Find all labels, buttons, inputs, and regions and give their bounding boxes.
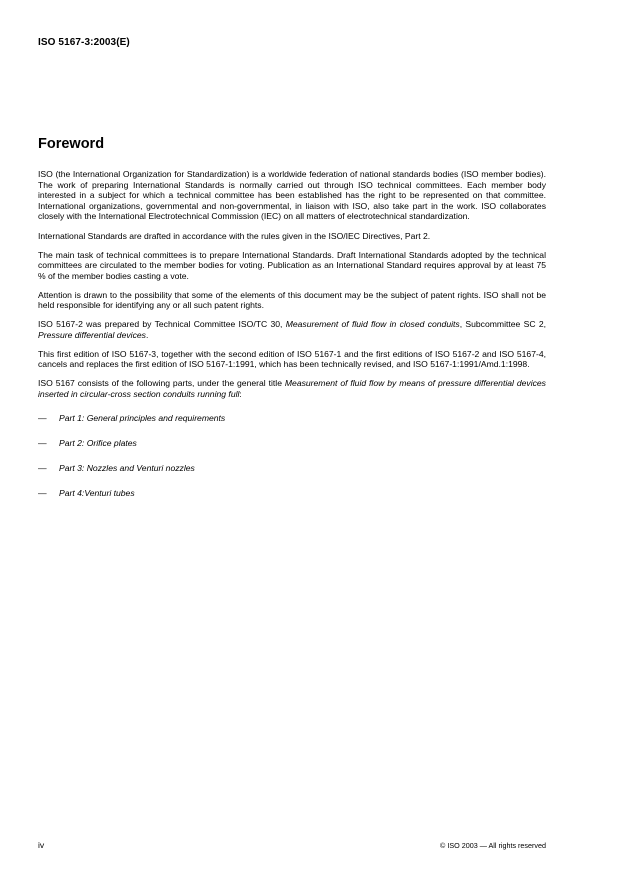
paragraph-parts-intro — [38, 378, 546, 399]
paragraph-iso-overview: ISO (the International Organization for Standardization) is a worldwide federation of national standards bodies (ISO member bodies). The work of preparing International Standards is normally carried out through ISO technical committees. Each member body interested in a subject for which a technical committee has been established has the right to be represented on that committee. International organizations, governmental and non-governmental, in liaison with ISO, also take part in the work. ISO collaborates closely with the International Electrotechnical Commission (IEC) on all matters of electrotechnical standardization. — [38, 169, 546, 221]
list-dash: — — [38, 463, 47, 473]
list-item — [38, 438, 546, 449]
paragraph-prepared-by — [38, 319, 546, 340]
prepared-by-text-2: , Subcommittee SC 2, — [459, 319, 546, 329]
paragraph-drafting-rules: International Standards are drafted in accordance with the rules given in the ISO/IEC Directives, Part 2. — [38, 230, 431, 241]
document-id-header: ISO 5167-3:2003(E) — [38, 37, 130, 48]
prepared-by-text-1: ISO 5167-2 was prepared by Technical Committee ISO/TC 30, — [38, 319, 286, 329]
list-item-text: Part 4:Venturi tubes — [59, 488, 135, 498]
paragraph-edition-info: This first edition of ISO 5167-3, together with the second edition of ISO 5167-1 and the first editions of ISO 5167-2 and ISO 5167-4, cancels and replaces the first edition of ISO 5167-1:1991, which has been technically revised, and ISO 5167-1:1991/Amd.1:1998. — [38, 348, 546, 369]
list-item — [38, 413, 546, 424]
list-item-text: Part 2: Orifice plates — [59, 438, 137, 448]
list-dash: — — [38, 438, 47, 448]
foreword-body — [38, 169, 546, 513]
page-title: Foreword — [38, 136, 105, 152]
list-item-text: Part 3: Nozzles and Venturi nozzles — [59, 463, 195, 473]
page-number: iv — [38, 840, 45, 850]
prepared-by-committee-title: Measurement of fluid flow in closed conduits — [285, 319, 460, 329]
list-item — [38, 488, 546, 499]
parts-general-title: Measurement of fluid flow by means of pressure differential devices inserted in circular-cross section conduits running full — [38, 378, 546, 399]
list-dash: — — [38, 488, 47, 498]
prepared-by-subcommittee-title: Pressure differential devices — [38, 329, 146, 340]
parts-list — [38, 413, 546, 499]
copyright-notice: © ISO 2003 — All rights reserved — [440, 841, 546, 850]
parts-intro-text-1: ISO 5167 consists of the following parts, under the general title — [38, 378, 285, 388]
prepared-by-text-3: . — [145, 329, 149, 340]
list-item-text: Part 1: General principles and requirements — [59, 413, 226, 423]
paragraph-committee-task: The main task of technical committees is to prepare International Standards. Draft International Standards adopted by the technical committees are circulated to the member bodies for voting. Publication as an International Standard requires approval by at least 75 % of the member bodies casting a vote. — [38, 249, 546, 281]
paragraph-patent-rights: Attention is drawn to the possibility that some of the elements of this document may be the subject of patent rights. ISO shall not be held responsible for identifying any or all such patent rights. — [38, 289, 546, 310]
list-item — [38, 463, 546, 474]
parts-intro-text-2: : — [239, 388, 242, 399]
list-dash: — — [38, 413, 47, 423]
